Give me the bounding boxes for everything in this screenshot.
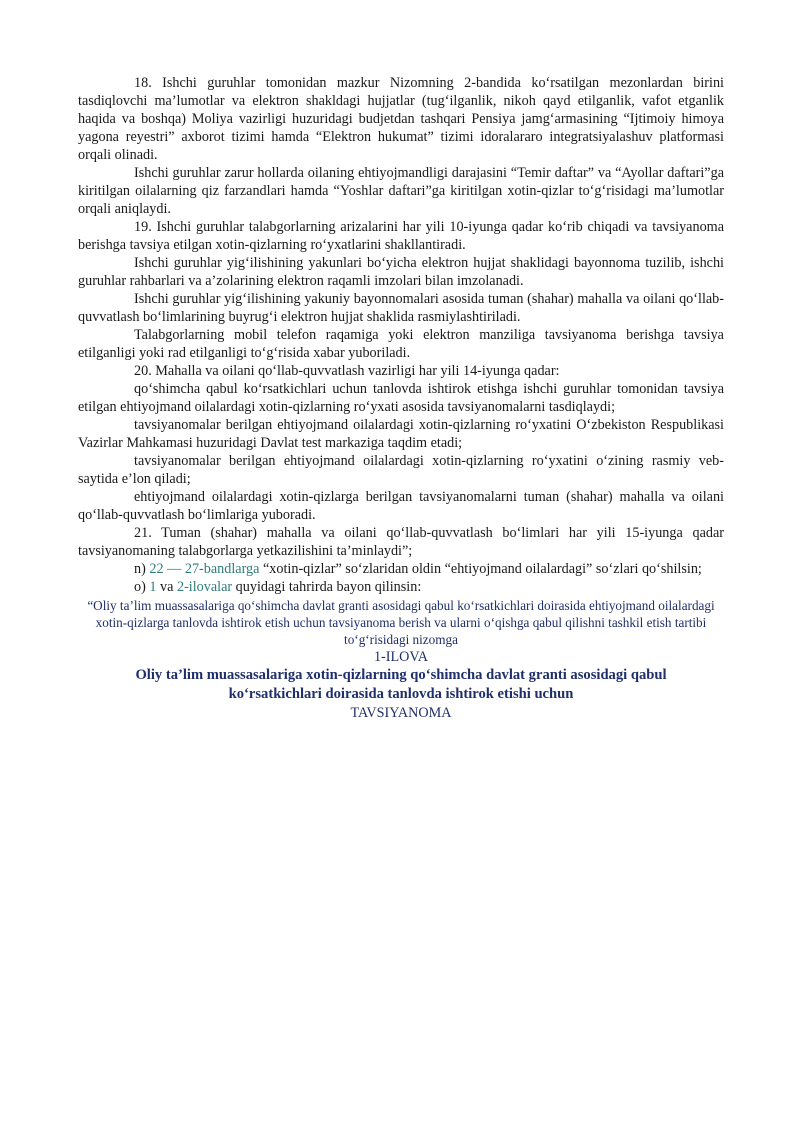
annex-title: Oliy ta’lim muassasalariga xotin-qizlarning qo‘shimcha davlat granti asosidagi qabul ko‘rsatkichlari doirasida tanlovda ishtirok etishi uchun (135, 667, 667, 702)
ilova-1-link[interactable]: 1 (149, 579, 157, 595)
paragraph-19-sub-2: Ishchi guruhlar yig‘ilishining yakuniy bayonnomalari asosida tuman (shahar) mahalla va oilani qo‘llab-quvvatlash bo‘limlarining buyrug‘i elektron hujjat shaklida rasmiylashtiriladi. (78, 291, 724, 325)
ilovalar-link[interactable]: 2-ilovalar (176, 579, 233, 595)
item-o-text: quyidagi tahrirda bayon qilinsin: (232, 579, 422, 595)
paragraph-20: 20. Mahalla va oilani qo‘llab-quvvatlash vazirligi har yili 14-iyunga qadar: (134, 363, 560, 379)
document-page (78, 74, 724, 722)
paragraph-18: 18. Ishchi guruhlar tomonidan mazkur Nizomning 2-bandida ko‘rsatilgan mezonlardan birini tasdiqlovchi ma’lumotlar va elektron shakldagi hujjatlar (tug‘ilganlik, nikoh qayd etilganlik, vafot etganlik haqida va boshqa) Moliya vazirligi huzuridagi budjetdan tashqari Pensiya jamg‘armasining “Ijtimoiy himoya yagona reyestri” axborot tizimi hamda “Elektron hukumat” tizimi idoralararo integratsiyalashuv platformasi orqali olinadi. (78, 75, 724, 163)
annex-document-name: TAVSIYANOMA (350, 705, 452, 721)
paragraph-20-item-4: ehtiyojmand oilalardagi xotin-qizlarga berilgan tavsiyanomalarni tuman (shahar) mahalla va oilani qo‘llab-quvvatlash bo‘limlariga yuboradi. (78, 489, 724, 523)
bandlar-link[interactable]: 22 — 27-bandlarga (149, 561, 260, 577)
paragraph-21: 21. Tuman (shahar) mahalla va oilani qo‘llab-quvvatlash bo‘limlari har yili 15-iyunga qadar tavsiyanomaning talabgorlarga yetkazilishini ta’minlaydi”; (78, 525, 724, 559)
item-o-conjunction: va (156, 579, 177, 595)
item-n-text: “xotin-qizlar” so‘zlaridan oldin “ehtiyojmand oilalardagi” so‘zlari qo‘shilsin; (259, 561, 702, 577)
paragraph-19: 19. Ishchi guruhlar talabgorlarning arizalarini har yili 10-iyunga qadar ko‘rib chiqadi va tavsiyanoma berishga tavsiya etilgan xotin-qizlarning ro‘yxatlarini shakllantiradi. (78, 219, 724, 253)
item-o-prefix: o) (134, 579, 150, 595)
item-n (78, 560, 724, 578)
paragraph-20-item-2: tavsiyanomalar berilgan ehtiyojmand oilalardagi xotin-qizlarning ro‘yxatini O‘zbekiston Respublikasi Vazirlar Mahkamasi huzuridagi Davlat test markaziga taqdim etadi; (78, 417, 724, 451)
annex-reference: “Oliy ta’lim muassasalariga qo‘shimcha davlat granti asosidagi qabul ko‘rsatkichlari doirasida ehtiyojmand oilalardagi xotin-qizlarga tanlovda ishtirok etish uchun tavsiyanoma berish va ularni o‘qishga qabul qilishni tashkil etish tartibi to‘g‘risidagi nizomga (87, 598, 715, 647)
paragraph-20-item-3: tavsiyanomalar berilgan ehtiyojmand oilalardagi xotin-qizlarning ro‘yxatini o‘zining rasmiy veb-saytida e’lon qiladi; (78, 453, 724, 487)
paragraph-19-sub-1: Ishchi guruhlar yig‘ilishining yakunlari bo‘yicha elektron hujjat shaklidagi bayonnoma tuzilib, ishchi guruhlar rahbarlari va a’zolarining elektron raqamli imzolari bilan imzolanadi. (78, 255, 724, 289)
item-n-prefix: n) (134, 561, 150, 577)
item-o (78, 578, 724, 596)
paragraph-20-item-1: qo‘shimcha qabul ko‘rsatkichlari uchun tanlovda ishtirok etishga ishchi guruhlar tomonidan tavsiya etilgan ehtiyojmand oilalardagi xotin-qizlarning ro‘yxati asosida tavsiyanomalarni tasdiqlaydi; (78, 381, 724, 415)
paragraph-19-sub-3: Talabgorlarning mobil telefon raqamiga yoki elektron manziliga tavsiyanoma berishga tavsiya etilganligi yoki rad etilganligi to‘g‘risida xabar yuboriladi. (78, 327, 724, 361)
annex-label: 1-ILOVA (373, 649, 429, 665)
paragraph-18-sub: Ishchi guruhlar zarur hollarda oilaning ehtiyojmandligi darajasini “Temir daftar” va “Ayollar daftari”ga kiritilgan oilalarning qiz farzandlari hamda “Yoshlar daftari”ga kiritilgan xotin-qizlar to‘g‘risidagi ma’lumotlar orqali aniqlaydi. (78, 165, 724, 217)
